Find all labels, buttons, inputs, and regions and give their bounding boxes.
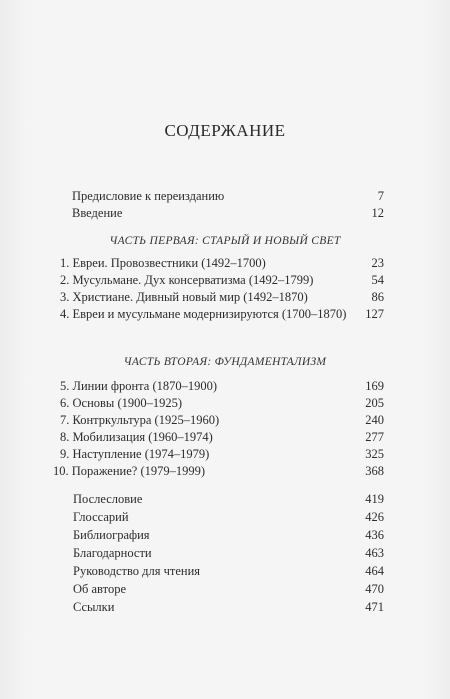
toc-entry-page: 127 (365, 307, 384, 321)
toc-entry-label: Ссылки (73, 600, 115, 614)
toc-entry-label: 9. Наступление (1974–1979) (60, 447, 210, 461)
toc-entry-label: 1. Евреи. Провозвестники (1492–1700) (60, 256, 266, 270)
toc-entry-label: Об авторе (73, 582, 126, 596)
toc-entry-label: Библиография (73, 528, 150, 542)
toc-entry-label: Послесловие (73, 492, 143, 506)
toc-entry-label: 8. Мобилизация (1960–1974) (60, 430, 213, 444)
toc-entry-label: Благодарности (73, 546, 152, 560)
toc-entry-page: 277 (365, 430, 384, 444)
toc-entry-page: 23 (371, 256, 384, 270)
toc-entry-page: 426 (365, 510, 384, 524)
part-heading: ЧАСТЬ ПЕРВАЯ: СТАРЫЙ И НОВЫЙ СВЕТ (109, 235, 341, 247)
toc-entry-label: 4. Евреи и мусульмане модернизируются (1700–1870) (60, 307, 347, 321)
part-heading: ЧАСТЬ ВТОРАЯ: ФУНДАМЕНТАЛИЗМ (123, 356, 327, 368)
toc-entry-page: 169 (365, 379, 384, 393)
toc-entry-label: 3. Христиане. Дивный новый мир (1492–1870) (60, 290, 308, 304)
toc-entry-label: 5. Линии фронта (1870–1900) (60, 379, 218, 393)
toc-entry-label: 6. Основы (1900–1925) (60, 396, 183, 410)
toc-entry-page: 470 (365, 582, 384, 596)
toc-entry-page: 54 (371, 273, 384, 287)
toc-entry-page: 464 (365, 564, 384, 578)
toc-entry-label: Предисловие к переизданию (72, 189, 225, 203)
toc-entry-label: 10. Поражение? (1979–1999) (53, 464, 206, 478)
toc-entry-page: 240 (365, 413, 384, 427)
toc-entry-page: 419 (365, 492, 384, 506)
toc-entry-page: 325 (365, 447, 384, 461)
toc-entry-page: 12 (371, 206, 384, 220)
toc-entry-label: Глоссарий (73, 510, 129, 524)
toc-entry-label: Введение (72, 206, 123, 220)
page-title: СОДЕРЖАНИЕ (164, 121, 286, 140)
toc-entry-page: 463 (365, 546, 384, 560)
toc-entry-page: 7 (377, 189, 384, 203)
toc-entry-page: 205 (365, 396, 384, 410)
toc-entry-page: 471 (365, 600, 384, 614)
toc-entry-label: 7. Контркультура (1925–1960) (60, 413, 220, 427)
toc-entry-page: 368 (365, 464, 384, 478)
toc-entry-label: Руководство для чтения (73, 564, 201, 578)
toc-entry-page: 436 (365, 528, 384, 542)
toc-entry-page: 86 (371, 290, 384, 304)
toc-entry-label: 2. Мусульмане. Дух консерватизма (1492–1799) (60, 273, 314, 287)
